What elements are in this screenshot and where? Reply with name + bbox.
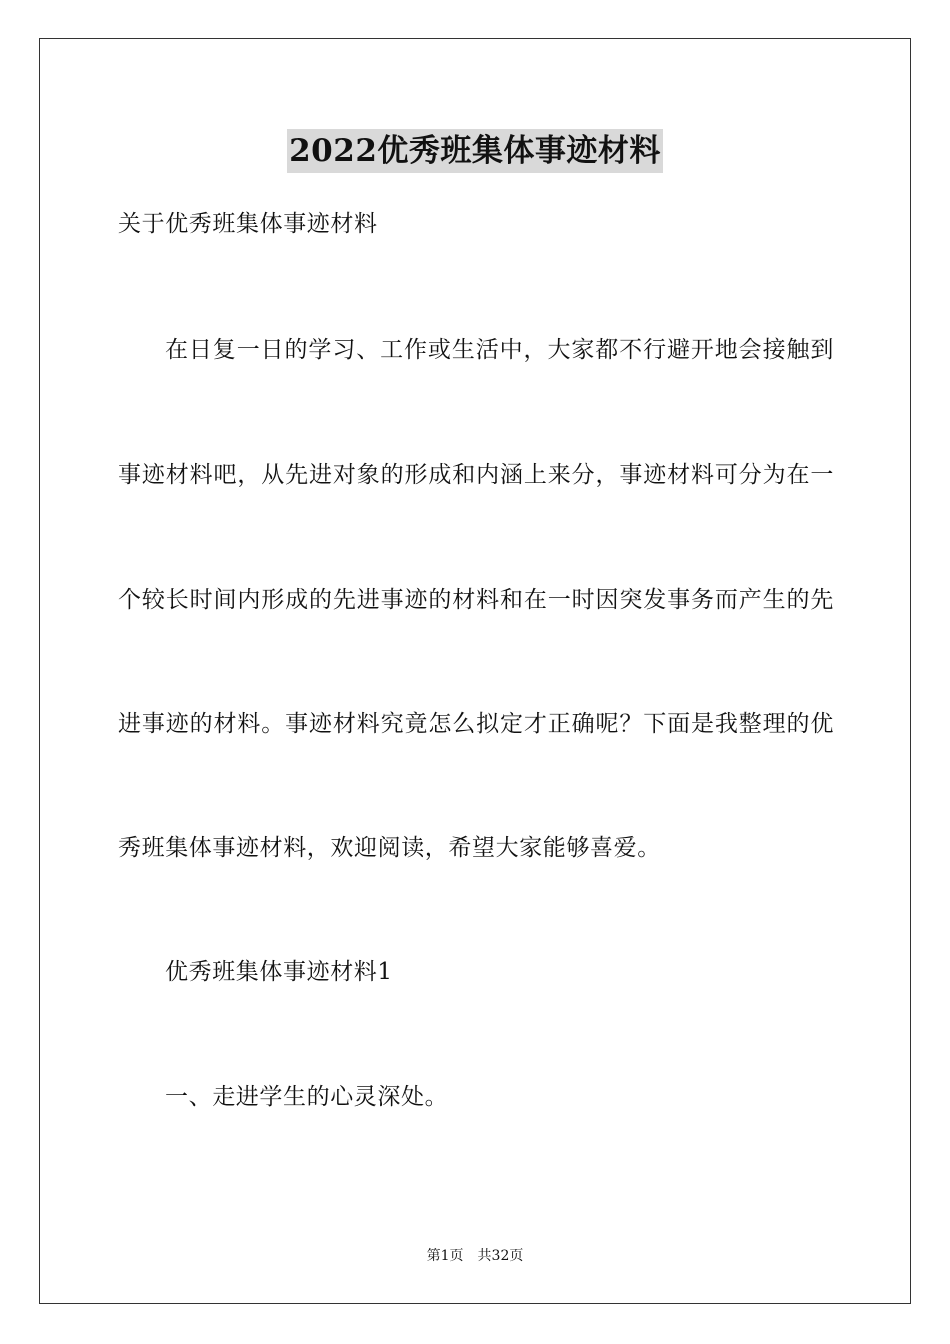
item-heading: 一、走进学生的心灵深处。 [165,1084,449,1110]
document-subtitle: 关于优秀班集体事迹材料 [118,211,378,237]
paragraph-line: 秀班集体事迹材料，欢迎阅读，希望大家能够喜爱。 [118,835,661,861]
paragraph-line: 在日复一日的学习、工作或生活中，大家都不行避开地会接触到 [165,337,834,363]
page-number-current: 第1页 [426,1248,464,1264]
document-title [0,128,950,173]
paragraph-line: 进事迹的材料。事迹材料究竟怎么拟定才正确呢？下面是我整理的优 [118,711,834,737]
document-title-text: 2022优秀班集体事迹材料 [287,129,663,173]
page-number-total: 共32页 [477,1248,524,1264]
paragraph-line: 事迹材料吧，从先进对象的形成和内涵上来分，事迹材料可分为在一 [118,462,834,488]
page-footer [0,1246,950,1266]
paragraph-line: 个较长时间内形成的先进事迹的材料和在一时因突发事务而产生的先 [118,587,834,613]
section-heading: 优秀班集体事迹材料1 [165,959,393,985]
